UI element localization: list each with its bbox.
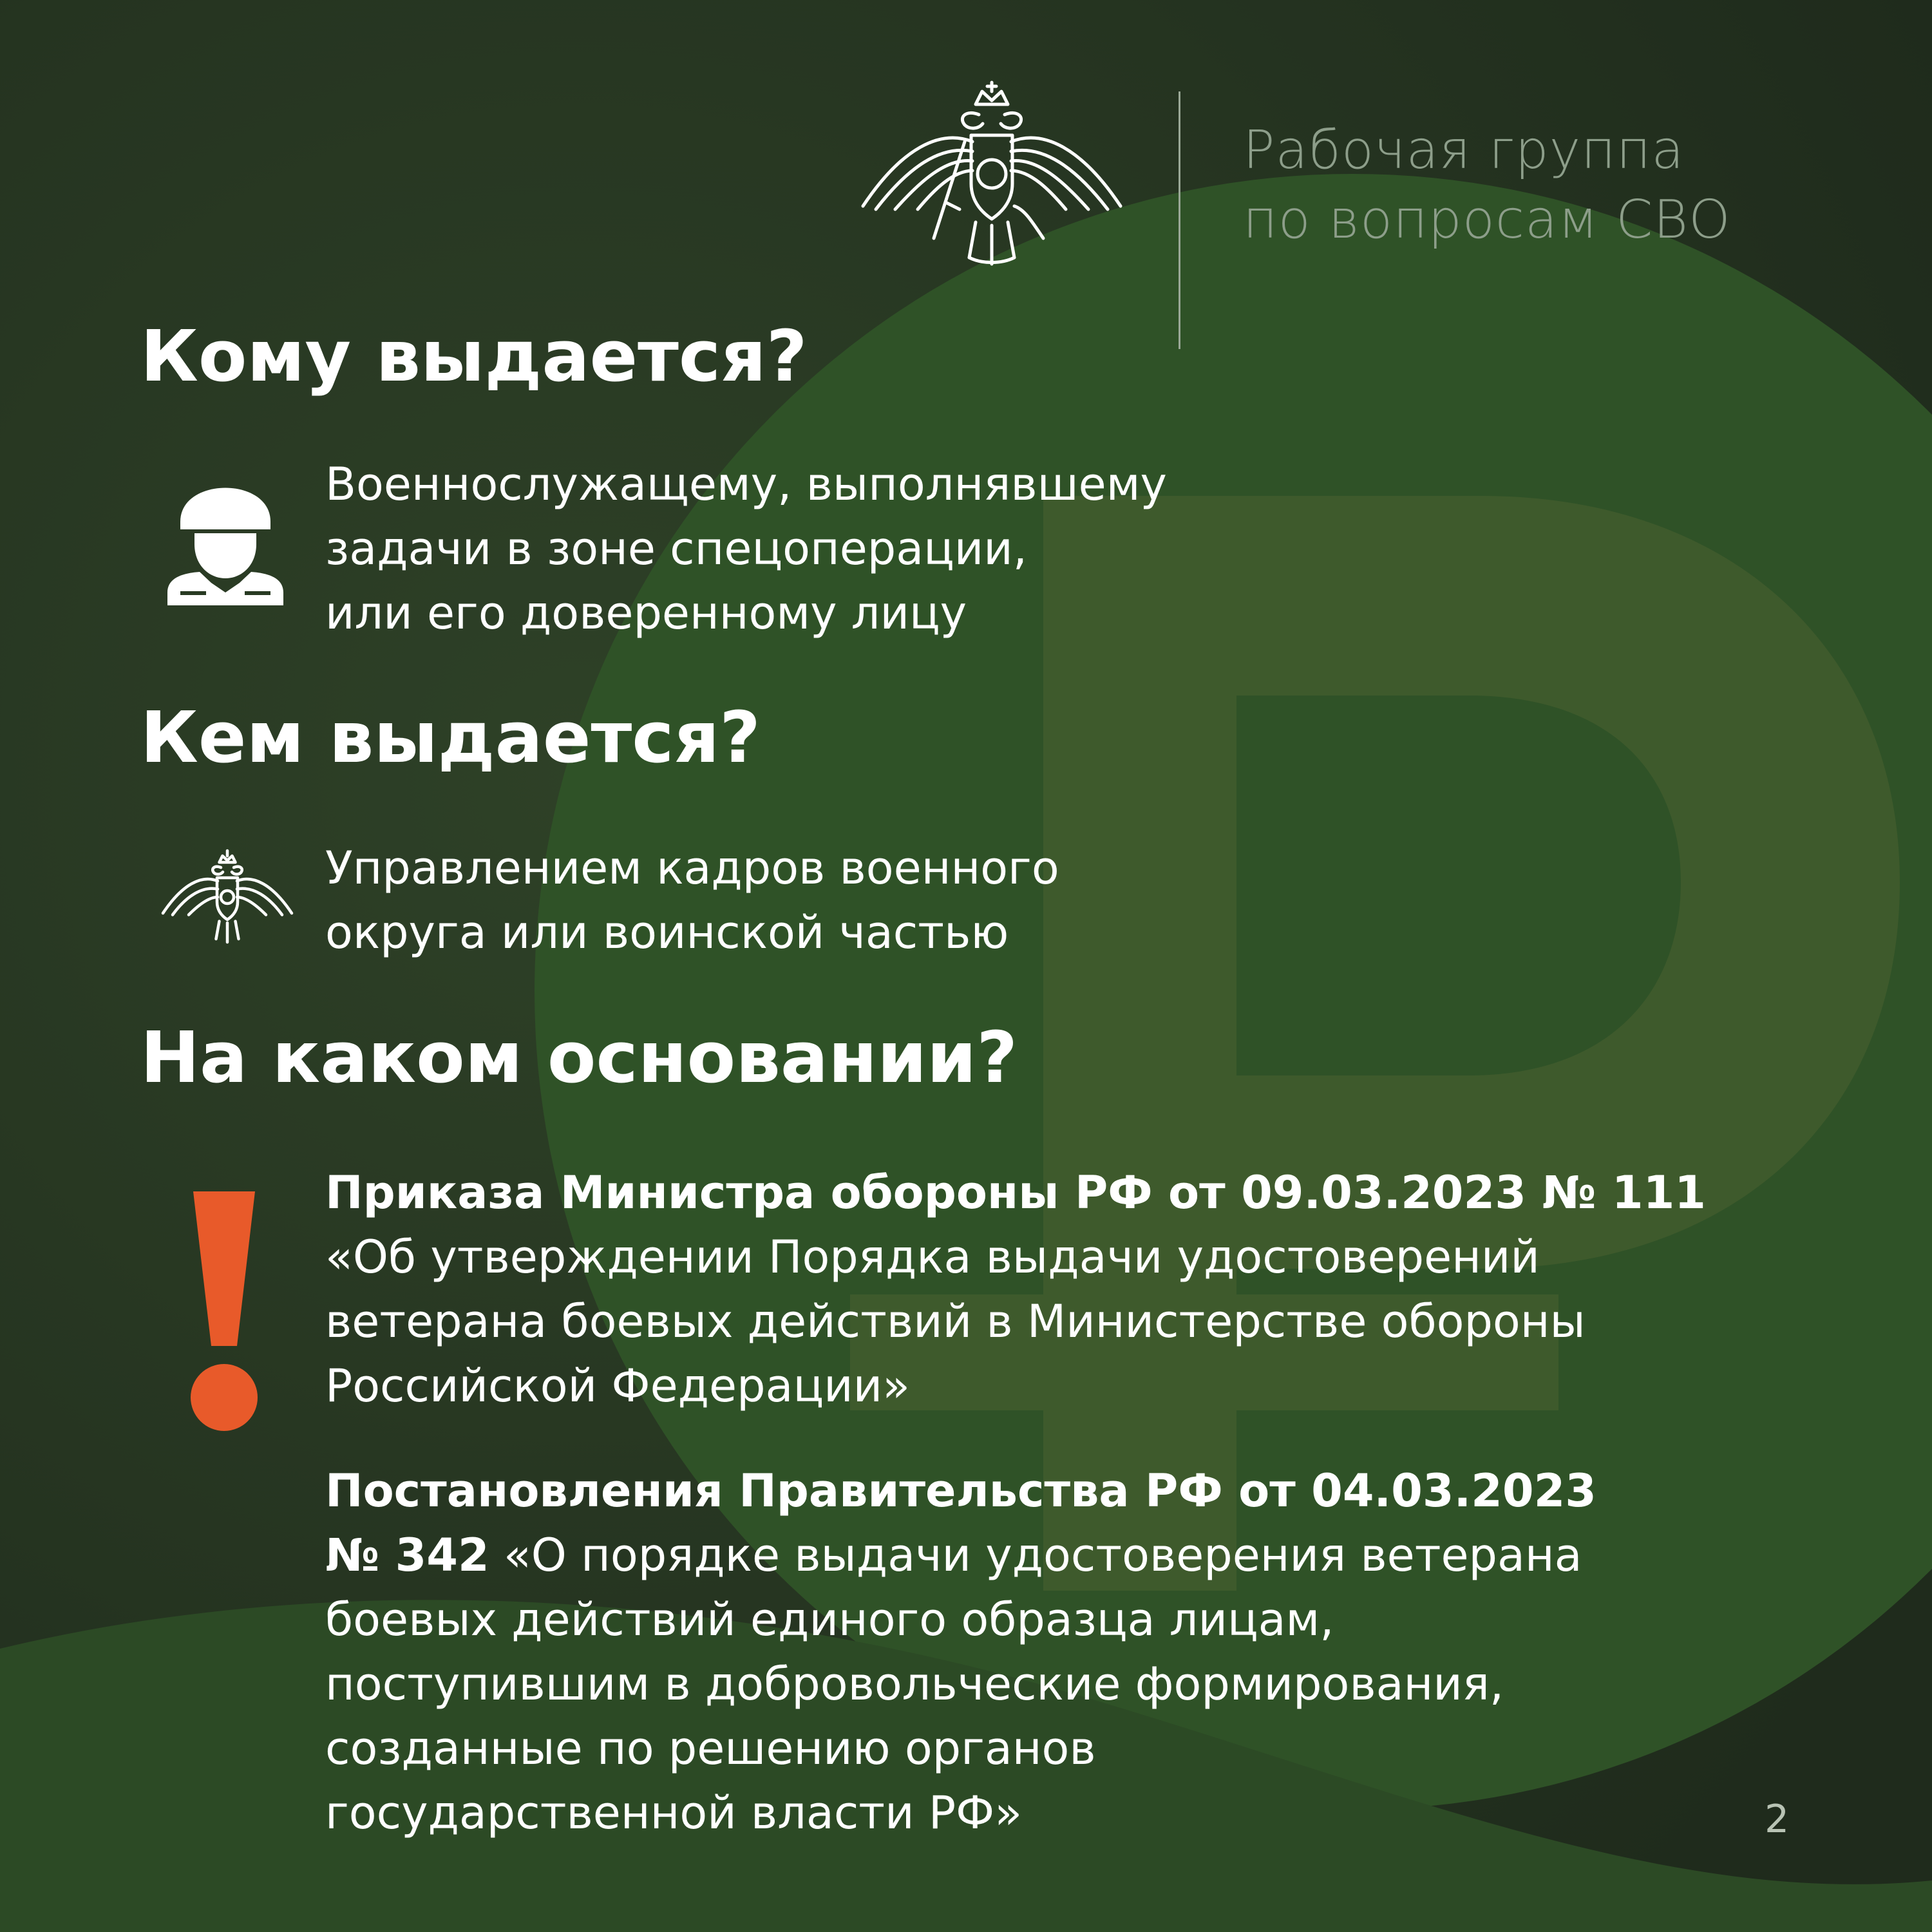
- section-by-whom-text: [325, 836, 1059, 965]
- document-2-line: государственной власти РФ»: [325, 1786, 1023, 1839]
- document-2-line: поступившим в добровольческие формирования,: [325, 1658, 1504, 1710]
- mod-eagle-emblem-icon: [857, 77, 1127, 270]
- header-title: [1243, 116, 1731, 255]
- document-1-line: ветерана боевых действий в Министерстве обороны: [325, 1295, 1586, 1348]
- document-2-title: Постановления Правительства РФ от 04.03.2023: [325, 1464, 1596, 1517]
- section-who-line: Военнослужащему, выполнявшему: [325, 458, 1167, 511]
- document-2-line: боевых действий единого образца лицам,: [325, 1593, 1334, 1646]
- document-1-line: «Об утверждении Порядка выдачи удостоверений: [325, 1231, 1540, 1283]
- section-basis-title: На каком основании?: [140, 1016, 1018, 1099]
- section-who-text: [325, 452, 1167, 645]
- document-2-title-start: «О порядке выдачи удостоверения ветерана: [489, 1529, 1582, 1582]
- section-by-whom-line: округа или воинской частью: [325, 906, 1009, 959]
- page-number: 2: [1765, 1797, 1790, 1842]
- header-title-line2: по вопросам СВО: [1243, 189, 1731, 251]
- header: [857, 77, 1887, 283]
- section-who-line: задачи в зоне спецоперации,: [325, 522, 1027, 575]
- section-by-whom-line: Управлением кадров военного: [325, 842, 1059, 895]
- basis-document-1: [325, 1160, 1706, 1418]
- header-title-line1: Рабочая группа: [1243, 120, 1685, 181]
- section-who-line: или его доверенному лицу: [325, 587, 967, 639]
- section-by-whom-title: Кем выдается?: [140, 696, 761, 779]
- soldier-icon: [167, 464, 283, 605]
- document-2-line: созданные по решению органов: [325, 1722, 1096, 1775]
- header-divider: [1179, 91, 1180, 349]
- exclamation-icon: [185, 1191, 263, 1436]
- mod-eagle-emblem-icon: [160, 849, 295, 945]
- document-1-title: Приказа Министра обороны РФ от 09.03.2023 № 111: [325, 1166, 1706, 1219]
- document-2-line-mixed: [325, 1523, 1596, 1587]
- document-1-line: Российской Федерации»: [325, 1359, 910, 1412]
- basis-document-2: [325, 1459, 1596, 1845]
- section-who-title: Кому выдается?: [140, 315, 808, 397]
- document-2-number: № 342: [325, 1529, 489, 1582]
